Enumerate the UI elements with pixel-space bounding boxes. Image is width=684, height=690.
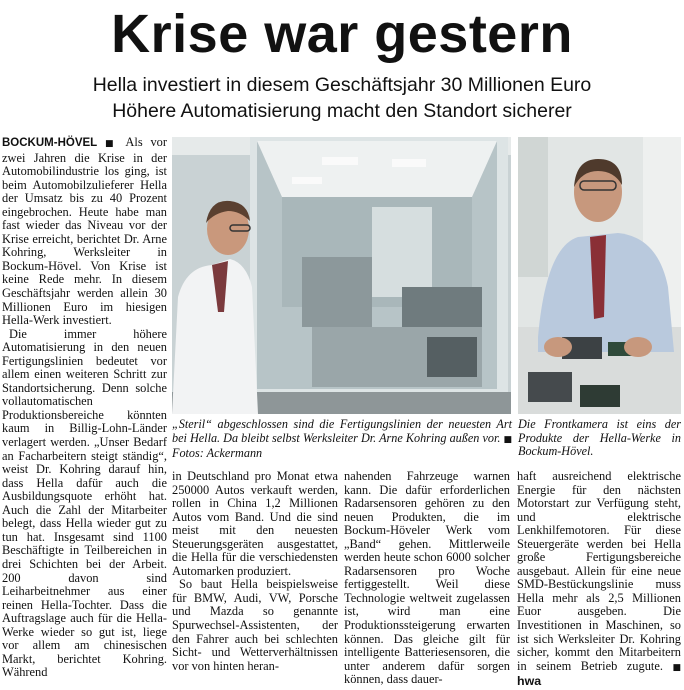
- photo-caption-right: Die Frontkamera ist eins der Produkte der Hella-Werke in Bockum-Hövel.: [518, 417, 681, 459]
- dateline: BOCKUM-HÖVEL: [2, 137, 98, 149]
- article-column-2: [172, 470, 338, 673]
- article-column-4: [517, 470, 681, 689]
- article-column-3: [344, 470, 510, 687]
- factory-photo: [172, 137, 511, 414]
- article-column-1: [2, 136, 167, 680]
- bullet: ■: [105, 139, 119, 149]
- bullet: ■: [503, 434, 512, 445]
- article-paragraph: nahenden Fahrzeuge warnen kann. Die dafür erforderlichen Radarsensoren gehören zu den neuen Produkten, die im Bockum-Höveler Werk vom „Band“ gehen. Mittlerweile werden heute schon 6000 solcher Radarsensoren pro Woche fertiggestellt. Weil diese Technologie weltweit zugelassen ist, wird man eine Produktionssteigerung erwarten können. Das gleiche gilt für intelligente Batteriesensoren, die unter anderem dafür sorgen können, dass dauer-: [344, 469, 510, 687]
- article-paragraph: haft ausreichend elektrische Energie für den nächsten Motorstart zur Verfügung steht, und elektrische Lenkhilfemotoren. Für diese Steuergeräte werden bei Hella große Fertigungsbereiche ausgebaut. Allein für eine neue SMD-Bestückungslinie muss Hella mehr als 2,5 Millionen Euor ausgeben. Die Investitionen in Maschinen, so ist sich Werksleiter Dr. Kohring sicher, kommt den Mitarbeitern in seinem Betrieb zugute. ■ hwa: [517, 469, 681, 689]
- headline: Krise war gestern: [111, 4, 573, 64]
- subheadline-2: Höhere Automatisierung macht den Standort sicherer: [112, 100, 572, 122]
- subheadline-1: Hella investiert in diesem Geschäftsjahr 30 Millionen Euro: [92, 74, 592, 96]
- photo-credit: Fotos: Ackermann: [172, 446, 263, 461]
- article-paragraph: Die immer höhere Automatisierung in den neuen Fertigungslinien bedeutet vor allem einen weiteren Schritt zur Standortsicherung. Denn solche vollautomatischen Produktionsbereiche könnten kaum in Billig-Lohn-Länder verlagert werden. „Unser Bedarf an Facharbeitern steigt ständig“, weist Dr. Kohring darauf hin, dass Hella dafür auch die Ausbildungsquote erhöht hat. Auch die Zahl der Mitarbeiter belegt, dass Hella wieder gut zu tun hat. Insgesamt sind 1100 Beschäftigte in Teilbereichen in drei Schichten bei der Arbeit. 200 davon sind Leiharbeitnehmer aus einer reinen Hella-Tochter. Dass die Auftragslage auch für die Hella-Werke wieder so gut ist, liege vor allem am chinesischen Markt, berichtet Kohring. Während: [2, 326, 167, 680]
- frontkamera-photo: [518, 137, 681, 414]
- article-paragraph: BOCKUM-HÖVEL ■ Als vor zwei Jahren die Krise in der Automobilindustrie los ging, ist beim Automobilzulieferer Hella der Umsatz bis zu 40 Prozent eingebrochen. Heute habe man fast wieder das Niveau vor der Krise erreicht, berichtet Dr. Arne Kohring, Werksleiter in Bockum-Hövel. Von Krise ist keine Rede mehr. In diesem Geschäftsjahr werden allein 30 Millionen Euro im hiesigen Hella-Werk investiert.: [2, 135, 167, 328]
- author-signature: hwa: [517, 674, 542, 689]
- article-paragraph: So baut Hella beispielsweise für BMW, Audi, VW, Porsche und Mazda so genannte Spurwechsel-Assistenten, der den Fahrer auch bei schlechten Sicht- und Wetterverhältnissen vor von hinten heran-: [172, 577, 338, 673]
- article-paragraph: in Deutschland pro Monat etwa 250000 Autos verkauft werden, rollen in China 1,2 Millionen Autos vom Band. Und die sind meist mit den neuesten Steuerungsgeräten ausgestattet, die Hella für die verschiedensten Automarken produziert.: [172, 469, 338, 578]
- bullet: ■: [672, 662, 681, 673]
- photo-caption-left: „Steril“ abgeschlossen sind die Fertigungslinien der neuesten Art bei Hella. Da bleibt selbst Werksleiter Dr. Arne Kohring außen vor. ■ Fotos: Ackermann: [172, 417, 512, 461]
